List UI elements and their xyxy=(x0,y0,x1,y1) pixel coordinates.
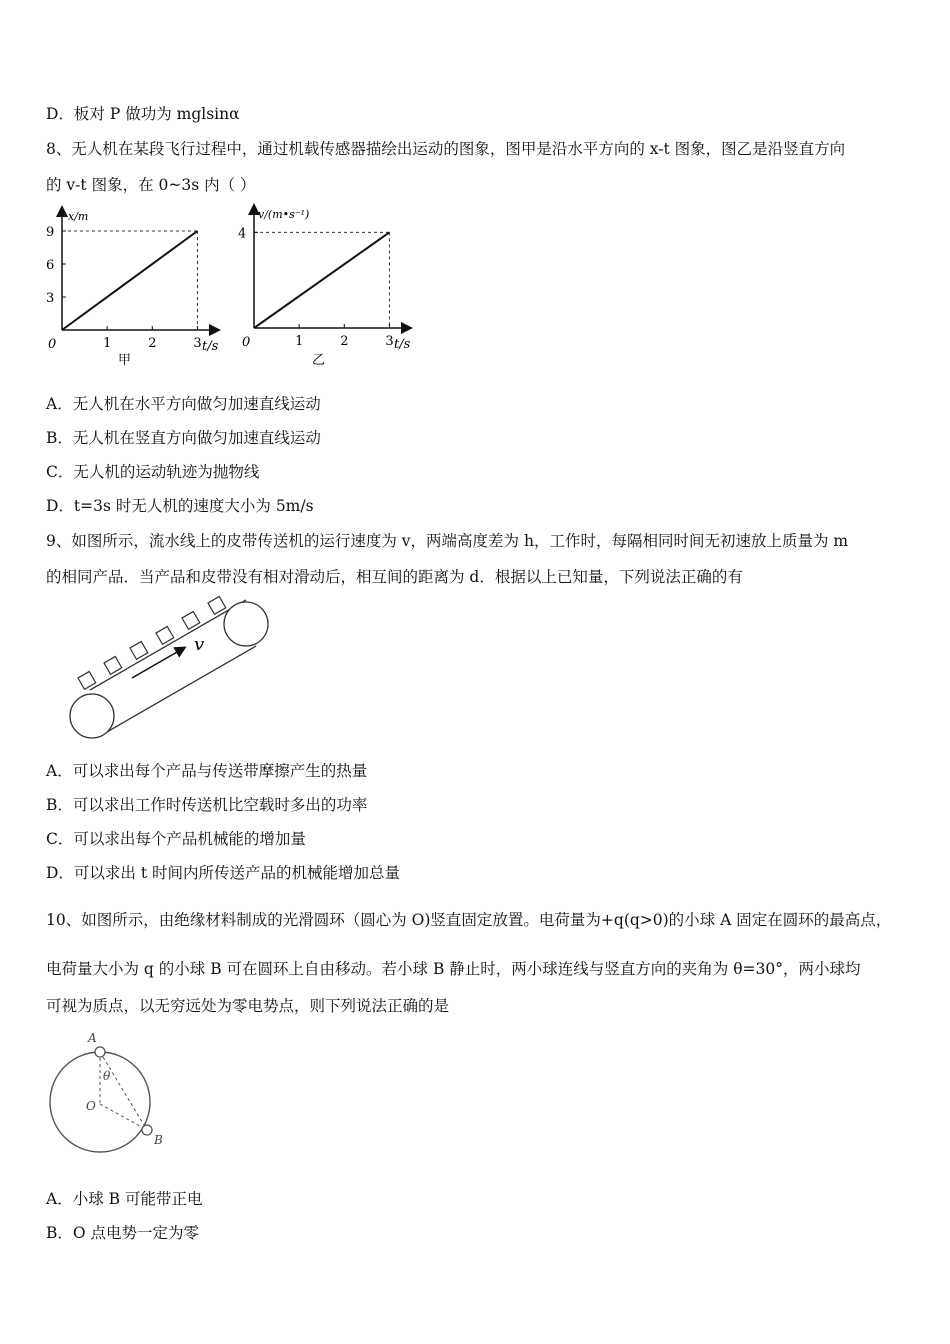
q8-option-b: B．无人机在竖直方向做匀加速直线运动 xyxy=(46,429,321,447)
vt-y-label: v/(m•s⁻¹) xyxy=(258,208,310,221)
vt-data-line xyxy=(254,232,389,328)
xt-origin: 0 xyxy=(48,337,57,352)
ball-b xyxy=(142,1125,152,1135)
q10-stem-line1: 10、如图所示，由绝缘材料制成的光滑圆环（圆心为 O)竖直固定放置。电荷量为+q(q>0)的小球 A 固定在圆环的最高点， xyxy=(46,911,892,929)
xt-x-tick: 2 xyxy=(148,336,157,351)
conveyor-belt-figure xyxy=(60,592,280,742)
q10-stem-line3: 可视为质点，以无穷远处为零电势点，则下列说法正确的是 xyxy=(46,997,450,1015)
q9-stem-line1: 9、如图所示，流水线上的皮带传送机的运行速度为 v，两端高度差为 h，工作时，每隔相同时间无初速放上质量为 m xyxy=(46,532,849,550)
lower-roller xyxy=(70,694,114,738)
xt-y-tick: 9 xyxy=(46,225,55,240)
xt-y-label: x/m xyxy=(68,210,89,223)
vt-x-label: t/s xyxy=(394,337,411,352)
velocity-label: v xyxy=(194,634,205,655)
q10-option-b: B．O 点电势一定为零 xyxy=(46,1224,200,1242)
q8-option-c: C．无人机的运动轨迹为抛物线 xyxy=(46,463,260,481)
xt-data-line xyxy=(62,231,197,330)
q9-stem-line2: 的相同产品．当产品和皮带没有相对滑动后，相互间的距离为 d．根据以上已知量，下列说法正确的有 xyxy=(46,568,743,586)
q9-option-c: C．可以求出每个产品机械能的增加量 xyxy=(46,830,306,848)
q8-stem-line1: 8、无人机在某段飞行过程中，通过机载传感器描绘出运动的图象，图甲是沿水平方向的 x-t 图象，图乙是沿竖直方向 xyxy=(46,140,846,158)
q7-option-d: D．板对 P 做功为 mglsinα xyxy=(46,105,240,123)
q8-stem-line2: 的 v-t 图象，在 0~3s 内（ ） xyxy=(46,176,256,194)
xt-x-tick: 3 xyxy=(193,336,202,351)
xt-graph xyxy=(40,200,230,370)
xt-x-tick: 1 xyxy=(103,336,112,351)
vt-graph xyxy=(232,200,422,370)
ball-a xyxy=(95,1047,105,1057)
vt-caption: 乙 xyxy=(312,353,326,368)
label-a: A xyxy=(88,1031,97,1045)
q9-option-a: A．可以求出每个产品与传送带摩擦产生的热量 xyxy=(46,762,368,780)
xt-y-tick: 6 xyxy=(46,258,55,273)
xt-caption: 甲 xyxy=(118,353,132,368)
q8-option-d: D．t=3s 时无人机的速度大小为 5m/s xyxy=(46,497,314,515)
q8-option-a: A．无人机在水平方向做匀加速直线运动 xyxy=(46,395,321,413)
q9-option-d: D．可以求出 t 时间内所传送产品的机械能增加总量 xyxy=(46,864,401,882)
label-theta: θ xyxy=(103,1069,111,1083)
vt-origin: 0 xyxy=(242,335,251,350)
vt-x-tick: 3 xyxy=(385,334,394,349)
xt-x-label: t/s xyxy=(202,339,219,354)
xt-y-tick: 3 xyxy=(46,291,55,306)
upper-roller xyxy=(224,602,268,646)
vt-y-tick: 4 xyxy=(238,226,247,242)
vt-x-tick: 2 xyxy=(340,334,349,349)
q9-option-b: B．可以求出工作时传送机比空载时多出的功率 xyxy=(46,796,368,814)
label-b: B xyxy=(154,1133,163,1147)
q10-option-a: A．小球 B 可能带正电 xyxy=(46,1190,203,1208)
q10-stem-line2: 电荷量大小为 q 的小球 B 可在圆环上自由移动。若小球 B 静止时，两小球连线与竖直方向的夹角为 θ=30°，两小球均 xyxy=(46,960,861,978)
vt-x-tick: 1 xyxy=(295,334,304,349)
label-o: O xyxy=(86,1099,96,1113)
ring-figure xyxy=(40,1028,180,1158)
